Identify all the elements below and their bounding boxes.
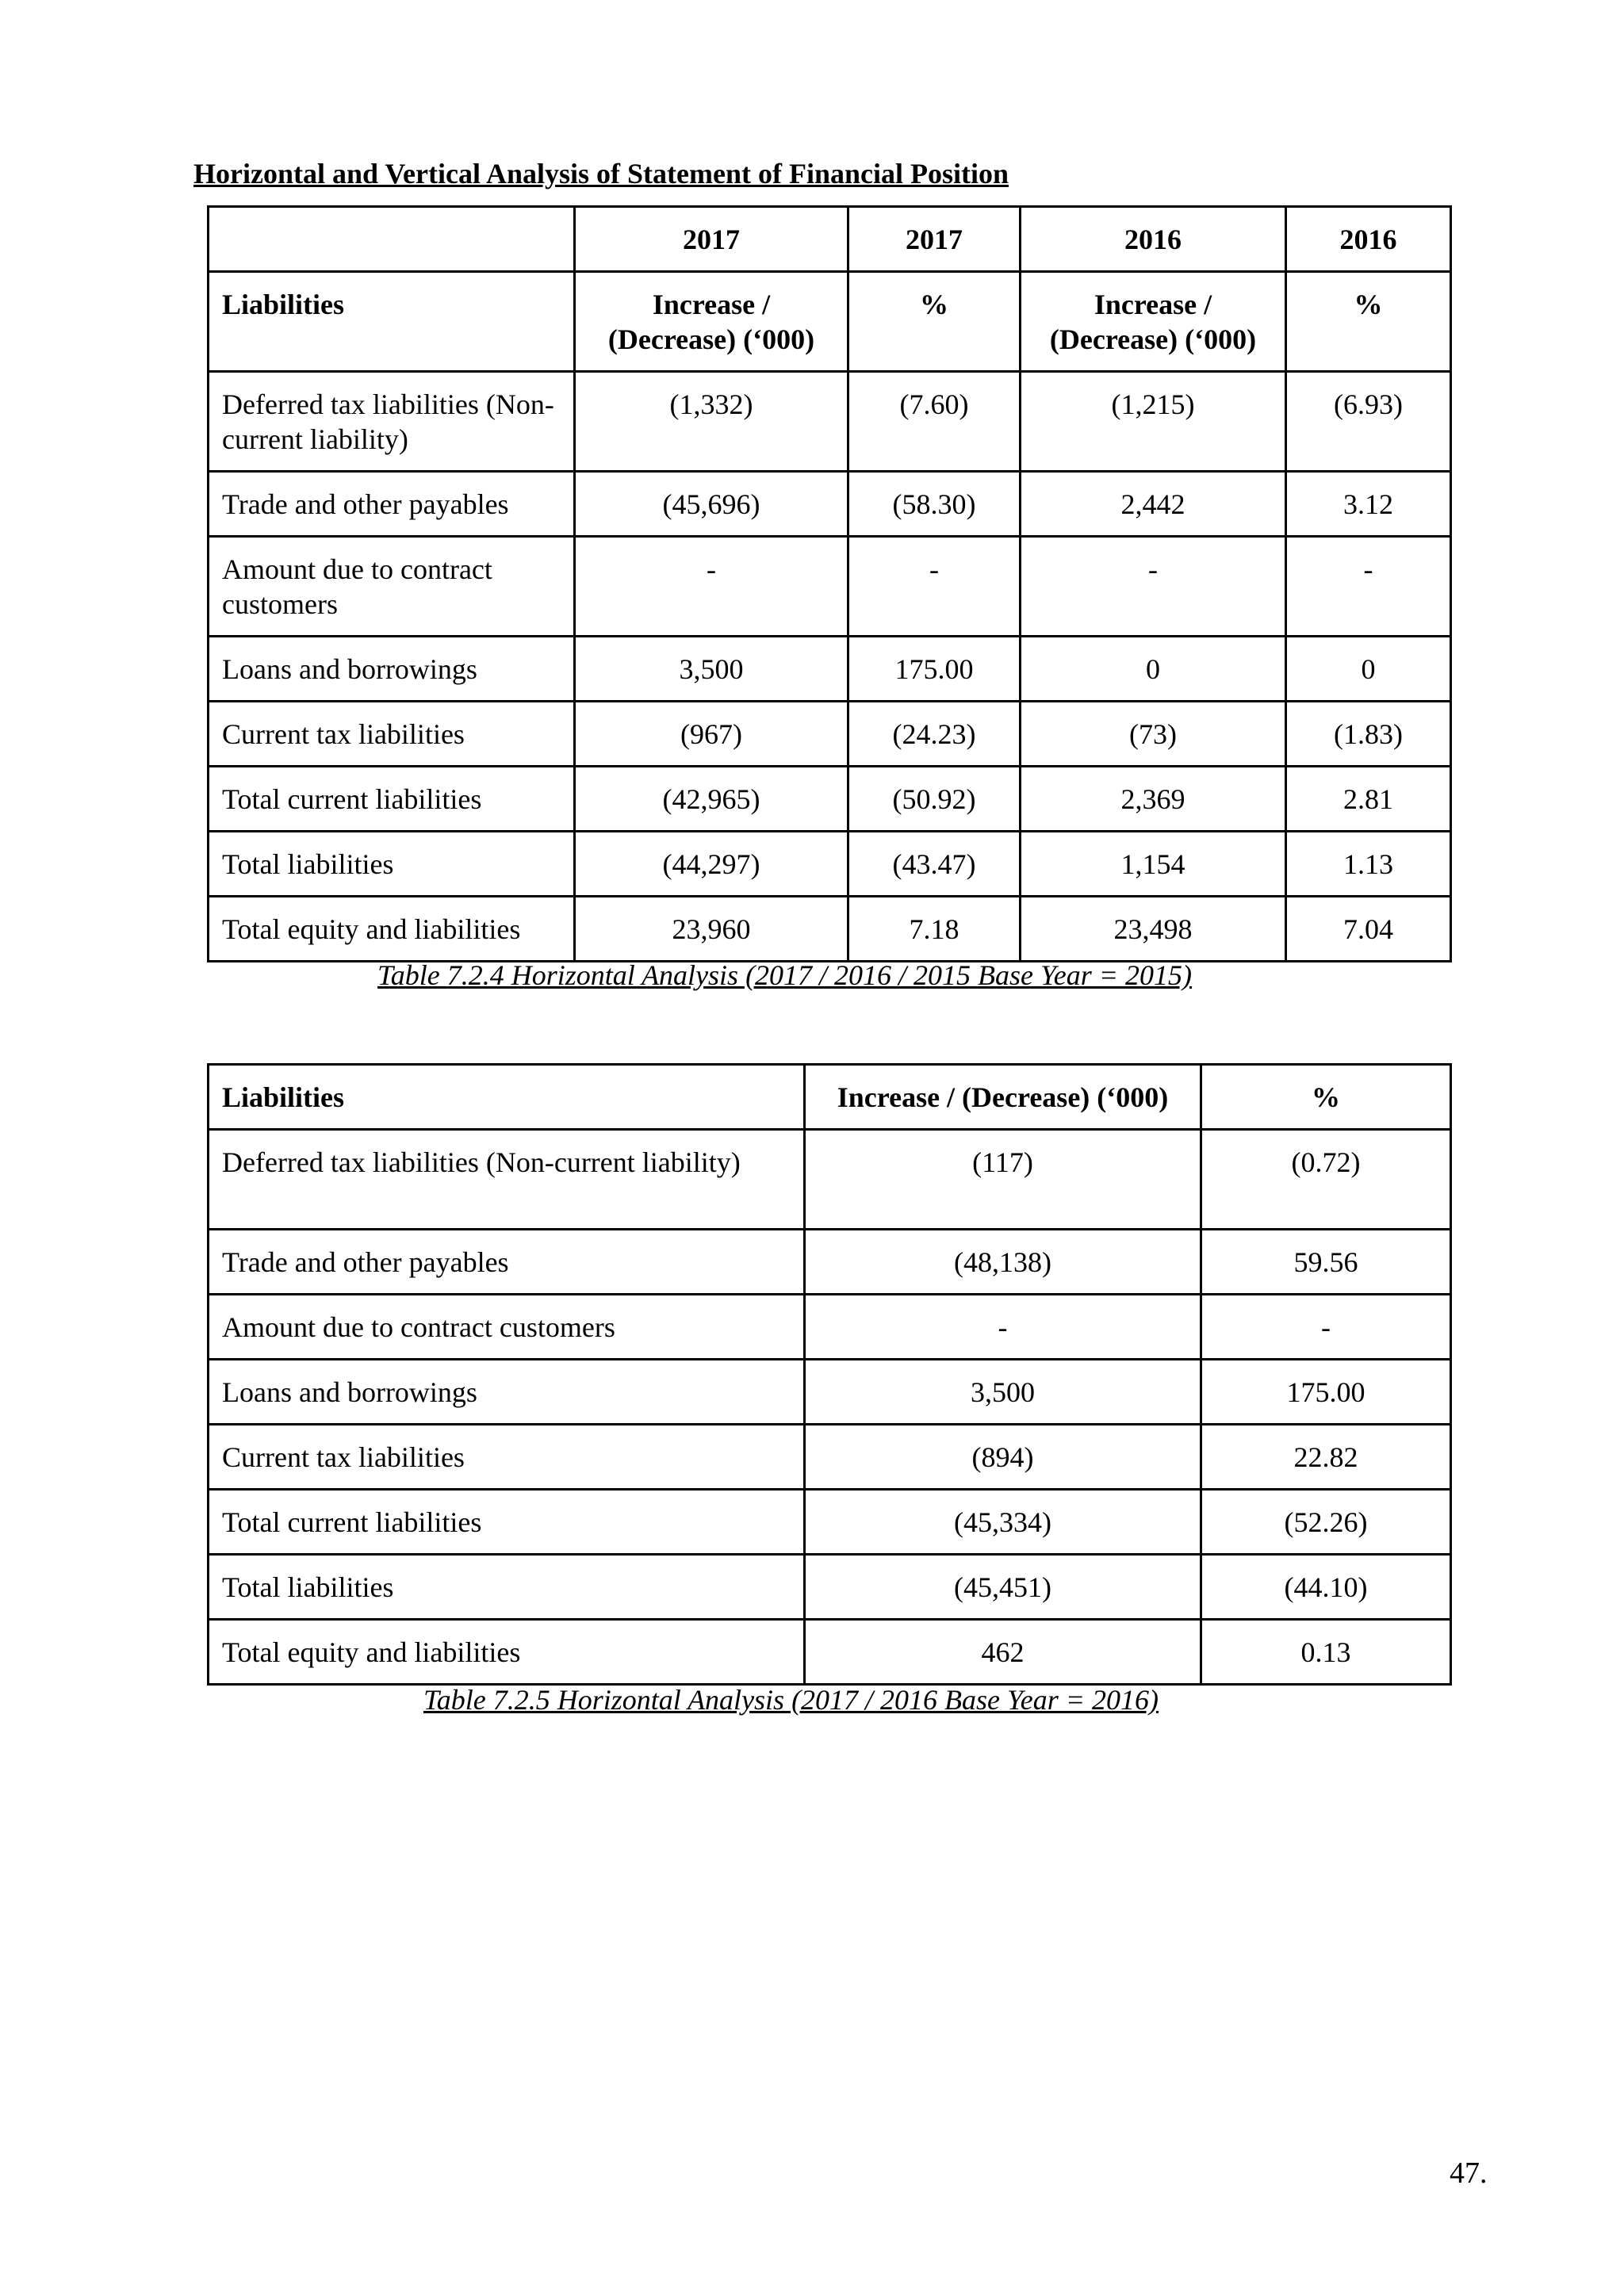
row-label-cell: Current tax liabilities [209,1425,805,1490]
value-cell: (6.93) [1286,372,1451,472]
value-cell: 2,442 [1021,472,1286,537]
value-cell: 175.00 [848,637,1021,702]
value-cell: (45,451) [805,1555,1201,1620]
value-cell: (42,965) [575,767,848,832]
table-caption: Table 7.2.4 Horizontal Analysis (2017 / 2016 / 2015 Base Year = 2015) [377,959,1193,991]
value-cell: 3.12 [1286,472,1451,537]
value-cell: (73) [1021,702,1286,767]
value-cell: (44,297) [575,832,848,897]
row-label-cell: Total liabilities [209,1555,805,1620]
year-header-cell: 2016 [1021,207,1286,272]
value-cell: (967) [575,702,848,767]
table-row [209,537,1451,637]
row-label-cell: Loans and borrowings [209,637,575,702]
horizontal-analysis-table-2016-base [207,1063,1452,1686]
value-cell: 0.13 [1201,1620,1451,1685]
year-header-cell: 2017 [848,207,1021,272]
value-cell: (50.92) [848,767,1021,832]
value-cell: 23,498 [1021,897,1286,962]
column-header-row [209,272,1451,372]
value-cell: 0 [1021,637,1286,702]
row-label-cell: Total current liabilities [209,1490,805,1555]
value-cell: 175.00 [1201,1360,1451,1425]
table-row [209,637,1451,702]
row-label-cell: Current tax liabilities [209,702,575,767]
table-row [209,1555,1451,1620]
year-header-cell: 2017 [575,207,848,272]
value-cell: (45,696) [575,472,848,537]
value-cell: - [575,537,848,637]
value-cell: (24.23) [848,702,1021,767]
value-cell: 3,500 [575,637,848,702]
row-label-cell: Total equity and liabilities [209,1620,805,1685]
value-cell: 59.56 [1201,1230,1451,1295]
row-label-cell: Amount due to contract customers [209,1295,805,1360]
row-label-cell: Trade and other payables [209,472,575,537]
table-row [209,372,1451,472]
value-cell: 1.13 [1286,832,1451,897]
row-label-cell: Total equity and liabilities [209,897,575,962]
value-cell: 1,154 [1021,832,1286,897]
column-header-cell: % [1286,272,1451,372]
table-row [209,1360,1451,1425]
table-row [209,1425,1451,1490]
row-label-cell: Trade and other payables [209,1230,805,1295]
value-cell: (52.26) [1201,1490,1451,1555]
table-row [209,1620,1451,1685]
column-header-cell: % [848,272,1021,372]
year-header-row [209,207,1451,272]
value-cell: 0 [1286,637,1451,702]
value-cell: - [1286,537,1451,637]
value-cell: (1,332) [575,372,848,472]
table-row [209,897,1451,962]
value-cell: (58.30) [848,472,1021,537]
value-cell: - [848,537,1021,637]
value-cell: (1,215) [1021,372,1286,472]
value-cell: - [1021,537,1286,637]
section-heading: Horizontal and Vertical Analysis of Statement of Financial Position [193,158,1009,189]
value-cell: 7.04 [1286,897,1451,962]
table-caption: Table 7.2.5 Horizontal Analysis (2017 / 2016 Base Year = 2016) [423,1684,1159,1716]
value-cell: 3,500 [805,1360,1201,1425]
table-row [209,1230,1451,1295]
value-cell: (44.10) [1201,1555,1451,1620]
year-header-cell: 2016 [1286,207,1451,272]
table-row [209,702,1451,767]
value-cell: (0.72) [1201,1130,1451,1230]
value-cell: 23,960 [575,897,848,962]
row-label-cell: Amount due to contract customers [209,537,575,637]
column-header-cell: Increase / (Decrease) (‘000) [1021,272,1286,372]
table-row [209,1490,1451,1555]
value-cell: 22.82 [1201,1425,1451,1490]
row-label-cell: Total current liabilities [209,767,575,832]
row-label-cell: Loans and borrowings [209,1360,805,1425]
value-cell: - [1201,1295,1451,1360]
value-cell: (117) [805,1130,1201,1230]
table-row [209,832,1451,897]
value-cell: 2.81 [1286,767,1451,832]
value-cell: (48,138) [805,1230,1201,1295]
value-cell: 462 [805,1620,1201,1685]
column-header-cell: Liabilities [209,1065,805,1130]
table-row [209,1295,1451,1360]
year-header-cell [209,207,575,272]
column-header-cell: Increase / (Decrease) (‘000) [805,1065,1201,1130]
page-number: 47. [1450,2156,1488,2190]
value-cell: 2,369 [1021,767,1286,832]
table-row [209,472,1451,537]
value-cell: (43.47) [848,832,1021,897]
row-label-cell: Total liabilities [209,832,575,897]
value-cell: (45,334) [805,1490,1201,1555]
value-cell: (894) [805,1425,1201,1490]
value-cell: - [805,1295,1201,1360]
column-header-cell: Liabilities [209,272,575,372]
value-cell: 7.18 [848,897,1021,962]
column-header-row [209,1065,1451,1130]
value-cell: (7.60) [848,372,1021,472]
value-cell: (1.83) [1286,702,1451,767]
column-header-cell: Increase / (Decrease) (‘000) [575,272,848,372]
table-row [209,767,1451,832]
column-header-cell: % [1201,1065,1451,1130]
horizontal-analysis-table-2015-base [207,205,1452,962]
row-label-cell: Deferred tax liabilities (Non-current liability) [209,372,575,472]
row-label-cell: Deferred tax liabilities (Non-current liability) [209,1130,805,1230]
table-row [209,1130,1451,1230]
